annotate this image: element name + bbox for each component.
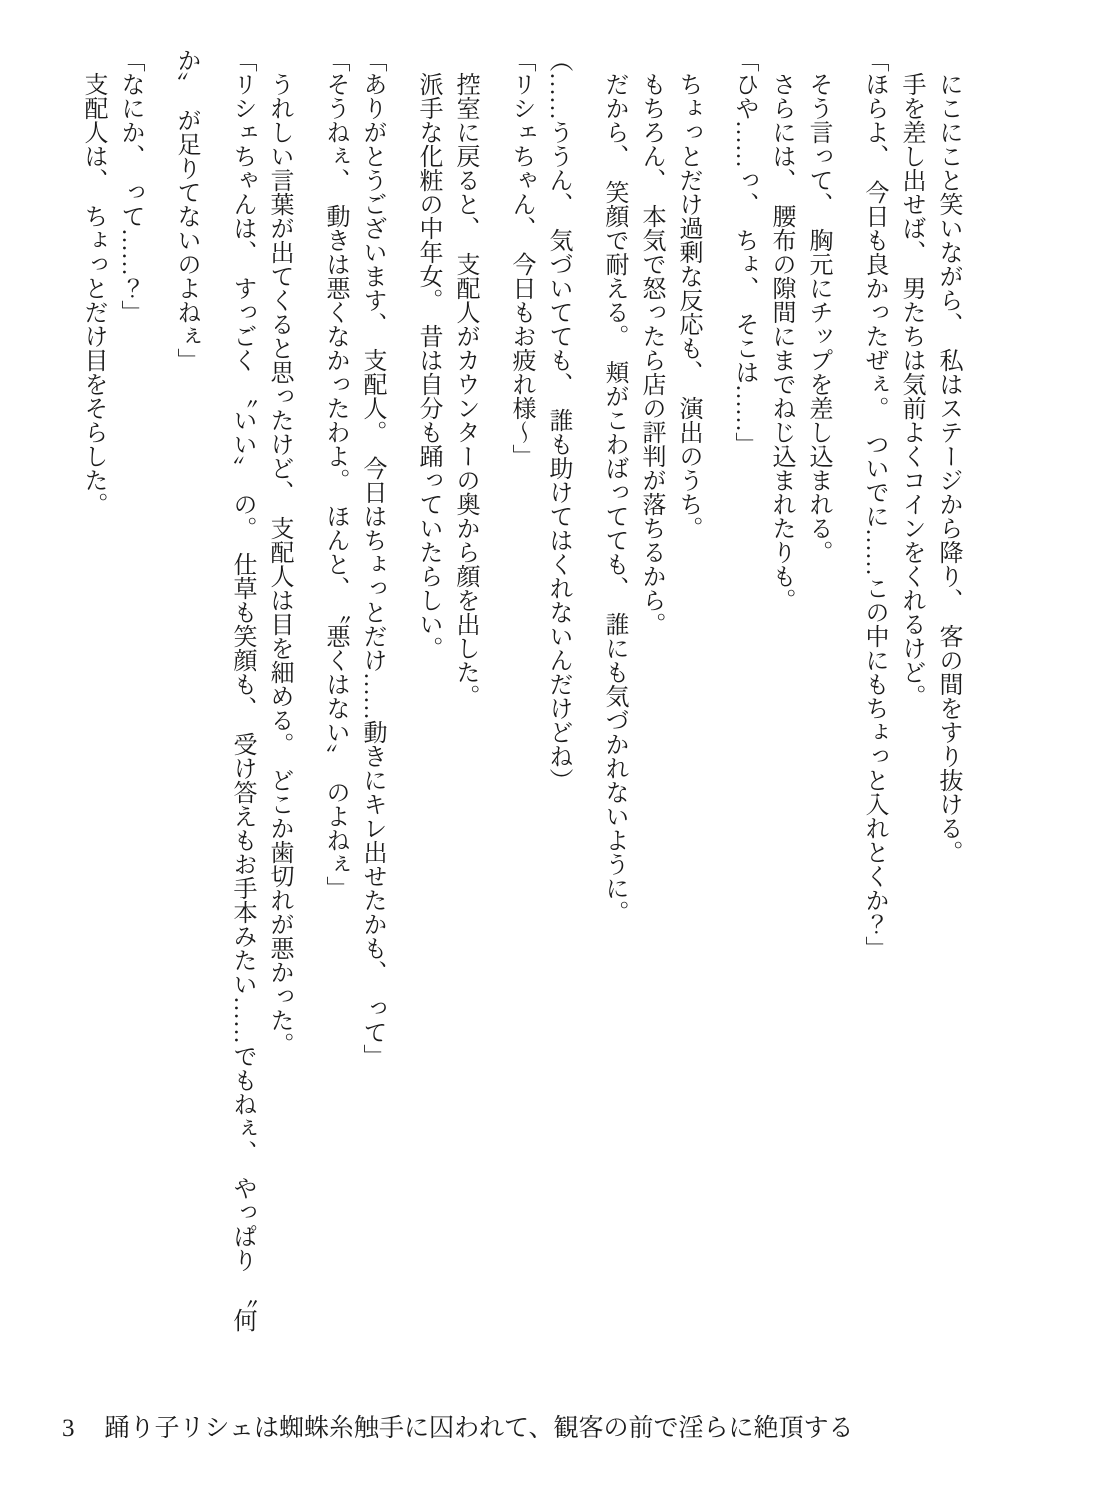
text-line: 「なにか、 って……？」 bbox=[117, 48, 143, 324]
text-line: 「ありがとうございます、 支配人。 今日はちょっとだけ……動きにキレ出せたかも、 って」 bbox=[359, 48, 385, 1068]
text-line: （……ううん、 気づいてても、 誰も助けてはくれないんだけどね） bbox=[545, 48, 571, 792]
text-line: か〟 が足りてないのよねぇ」 bbox=[173, 48, 199, 372]
page-footer bbox=[62, 1408, 854, 1444]
text-line: 支配人は、 ちょっとだけ目をそらした。 bbox=[80, 72, 106, 516]
text-line: 「ほらよ、 今日も良かったぜぇ。 ついでに……この中にもちょっと入れとくか？」 bbox=[861, 48, 887, 960]
text-line: うれしい言葉が出てくると思ったけど、 支配人は目を細める。 どこか歯切れが悪かった。 bbox=[266, 72, 292, 1056]
text-line: 控室に戻ると、 支配人がカウンターの奥から顔を出した。 bbox=[452, 72, 478, 708]
vertical-text-body bbox=[74, 48, 966, 1408]
text-line: だから、 笑顔で耐える。 頬がこわばってても、 誰にも気づかれないように。 bbox=[601, 72, 627, 924]
footer-chapter-title: 踊り子リシェは蜘蛛糸触手に囚われて、観客の前で淫らに絶頂する bbox=[104, 1415, 854, 1442]
text-line: もちろん、 本気で怒ったら店の評判が落ちるから。 bbox=[638, 72, 664, 636]
text-line: 手を差し出せば、 男たちは気前よくコインをくれるけど。 bbox=[898, 72, 924, 708]
text-line: にこにこと笑いながら、 私はステージから降り、 客の間をすり抜ける。 bbox=[935, 72, 961, 864]
text-line: そう言って、 胸元にチップを差し込まれる。 bbox=[805, 72, 831, 564]
text-line: 「そうねぇ、 動きは悪くなかったわよ。 ほんと、 〝悪くはない〟 のよねぇ」 bbox=[322, 48, 348, 900]
text-line: 「リシェちゃん、 今日もお疲れ様～」 bbox=[508, 48, 534, 468]
text-line: ちょっとだけ過剰な反応も、 演出のうち。 bbox=[675, 72, 701, 540]
text-line: 「ひや……っ、 ちょ、 そこは……」 bbox=[731, 48, 757, 456]
text-line: さらには、 腰布の隙間にまでねじ込まれたりも。 bbox=[768, 72, 794, 612]
text-line: 「リシェちゃんは、 すっごく 〝いい〟 の。 仕草も笑顔も、 受け答えもお手本みたい……でもねぇ、 やっぱり 〝何 bbox=[229, 48, 255, 1332]
text-line: 派手な化粧の中年女。 昔は自分も踊っていたらしい。 bbox=[415, 72, 441, 660]
page-number: 3 bbox=[62, 1415, 75, 1442]
